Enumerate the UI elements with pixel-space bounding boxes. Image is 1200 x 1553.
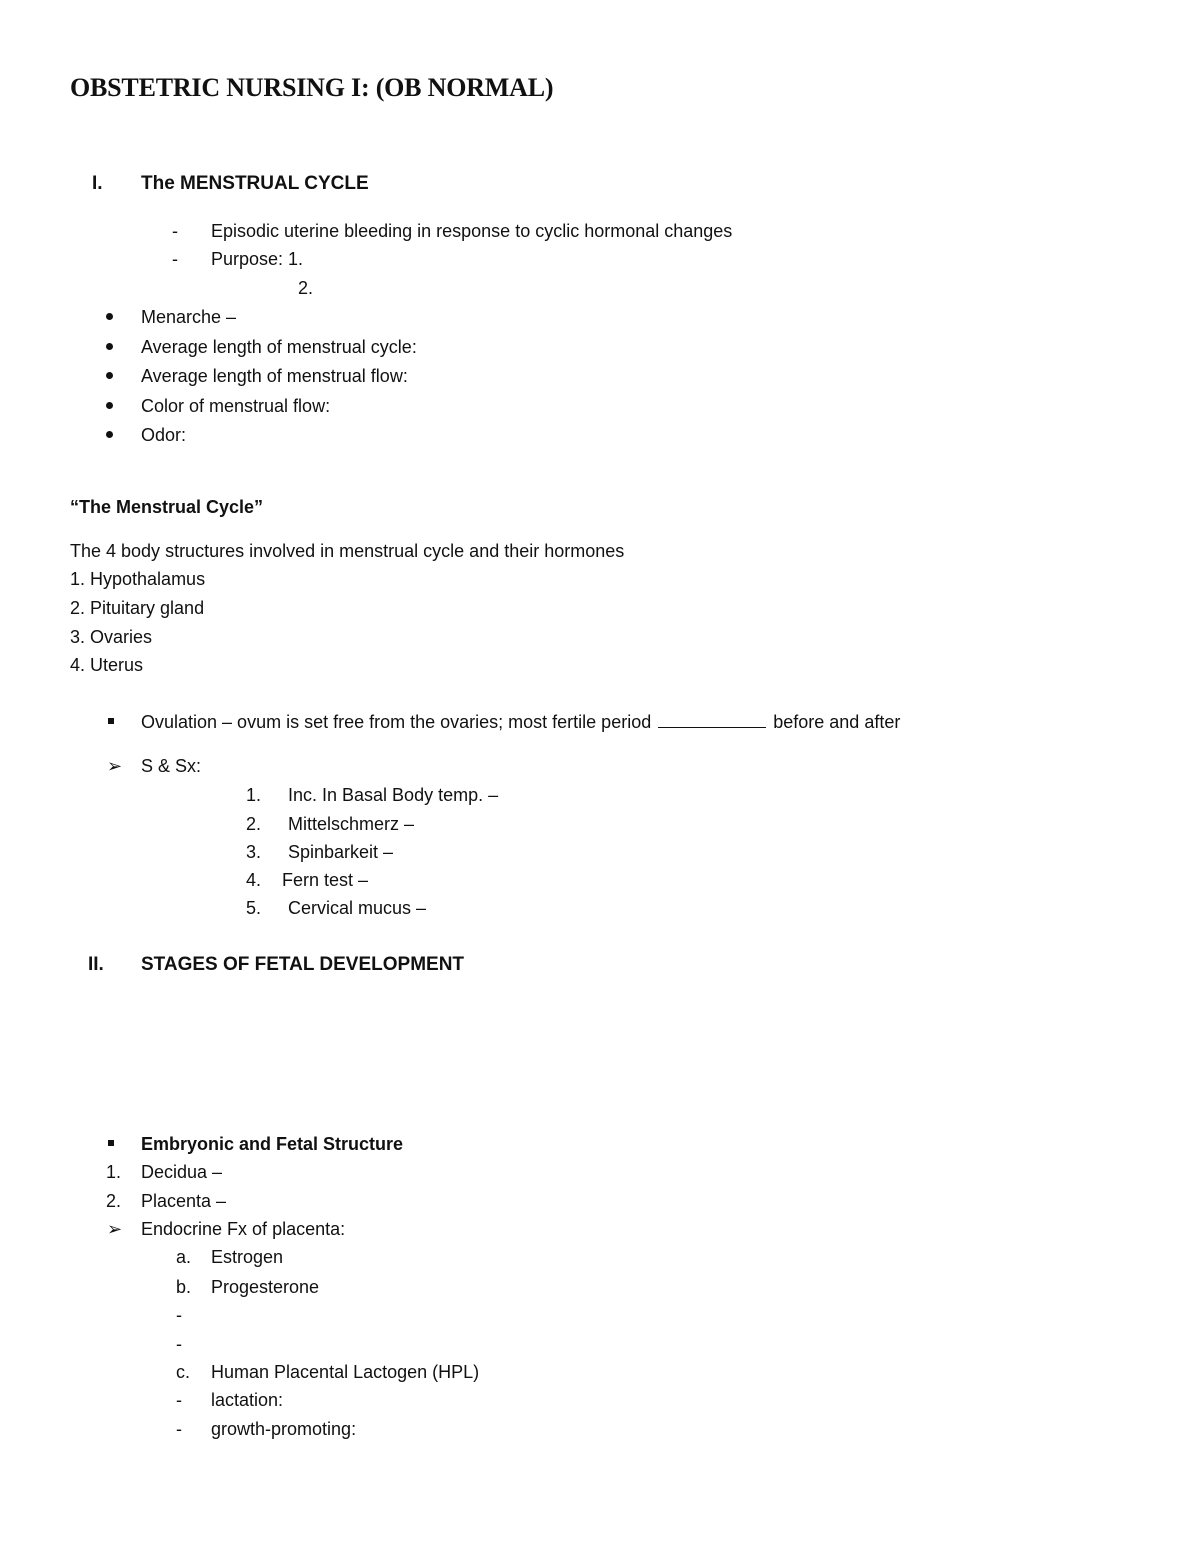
fetal-structure-item: Placenta – [141, 1191, 227, 1211]
bullet-dot [106, 402, 113, 409]
arrow-bullet-icon: ➢ [107, 756, 123, 776]
document-title: OBSTETRIC NURSING I: (OB NORMAL) [70, 73, 554, 102]
blank-dash: - [176, 1305, 182, 1325]
structure-item: 4. Uterus [70, 655, 144, 675]
endocrine-letter: b. [176, 1277, 192, 1297]
section-1-numeral: I. [92, 173, 103, 194]
structure-number: 1. [106, 1162, 122, 1182]
endocrine-item: Progesterone [211, 1277, 320, 1297]
subheading: “The Menstrual Cycle” [70, 497, 264, 517]
sign-item: Cervical mucus – [288, 898, 427, 918]
endocrine-item: Estrogen [211, 1247, 284, 1267]
bullet-item: Average length of menstrual flow: [141, 366, 408, 386]
sign-item: Inc. In Basal Body temp. – [288, 785, 499, 805]
sign-item: Fern test – [282, 870, 369, 890]
arrow-bullet-icon: ➢ [107, 1219, 123, 1239]
sign-item: Spinbarkeit – [288, 842, 394, 862]
square-bullet [108, 718, 114, 724]
sign-number: 1. [246, 785, 262, 805]
ovulation-after-text: before and after [773, 712, 901, 732]
bullet-dot [106, 343, 113, 350]
structure-item: 1. Hypothalamus [70, 569, 206, 589]
purpose-second: 2. [298, 278, 314, 298]
hpl-subitem: growth-promoting: [211, 1419, 357, 1439]
bullet-item: Average length of menstrual cycle: [141, 337, 417, 357]
sign-item: Mittelschmerz – [288, 814, 415, 834]
bullet-item: Odor: [141, 425, 187, 445]
dash-marker: - [176, 1390, 182, 1410]
dash-marker: - [172, 249, 178, 269]
hpl-subitem: lactation: [211, 1390, 284, 1410]
square-bullet [108, 1140, 114, 1146]
bullet-item: Color of menstrual flow: [141, 396, 331, 416]
bullet-item: Menarche – [141, 307, 237, 327]
structure-item: 3. Ovaries [70, 627, 153, 647]
sign-number: 4. [246, 870, 262, 890]
signs-label: S & Sx: [141, 756, 202, 776]
structures-intro: The 4 body structures involved in menstrual cycle and their hormones [70, 541, 625, 561]
ovulation-text: Ovulation – ovum is set free from the ovaries; most fertile period [141, 712, 652, 732]
sign-number: 3. [246, 842, 262, 862]
endocrine-label: Endocrine Fx of placenta: [141, 1219, 346, 1239]
dash-item: Episodic uterine bleeding in response to cyclic hormonal changes [211, 221, 733, 241]
bullet-dot [106, 431, 113, 438]
section-1-heading: The MENSTRUAL CYCLE [141, 173, 369, 194]
ovulation-line [141, 711, 900, 733]
structure-item: 2. Pituitary gland [70, 598, 205, 618]
section-2-numeral: II. [88, 954, 104, 975]
hpl-item: Human Placental Lactogen (HPL) [211, 1362, 480, 1382]
sign-number: 5. [246, 898, 262, 918]
sign-number: 2. [246, 814, 262, 834]
bullet-dot [106, 313, 113, 320]
endocrine-letter: a. [176, 1247, 192, 1267]
bullet-dot [106, 372, 113, 379]
blank-dash: - [176, 1334, 182, 1354]
embryonic-heading: Embryonic and Fetal Structure [141, 1134, 404, 1154]
structure-number: 2. [106, 1191, 122, 1211]
dash-marker: - [172, 221, 178, 241]
section-2-heading: STAGES OF FETAL DEVELOPMENT [141, 954, 465, 975]
endocrine-letter: c. [176, 1362, 191, 1382]
fetal-structure-item: Decidua – [141, 1162, 223, 1182]
dash-marker: - [176, 1419, 182, 1439]
fill-in-blank [658, 713, 766, 728]
dash-item: Purpose: 1. [211, 249, 304, 269]
